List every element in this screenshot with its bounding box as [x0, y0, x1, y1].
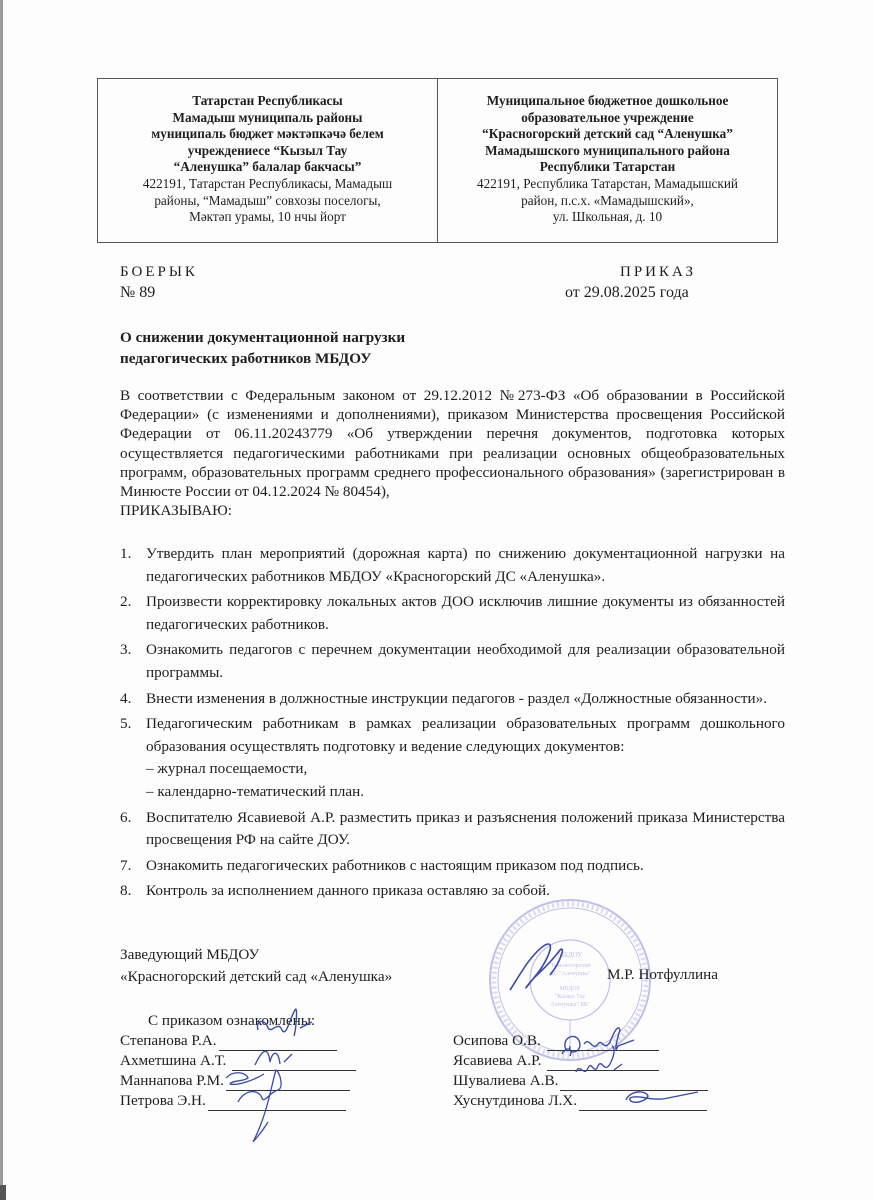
- signature-line: [560, 1075, 708, 1091]
- scan-edge-mark: [0, 1185, 6, 1200]
- acknowledgement-row: [120, 1071, 356, 1091]
- acknowledgement-row: [453, 1091, 708, 1111]
- item-number: 1.: [120, 545, 132, 562]
- employee-name: Шувалиева А.В.: [453, 1072, 559, 1089]
- head-position: Заведующий МБДОУ: [120, 946, 260, 963]
- item-text: Произвести корректировку локальных актов ДОО исключив лишние документы из обязанностей педагогических работников.: [146, 593, 785, 633]
- signature-line: [579, 1095, 707, 1111]
- letterhead-line: Татарстан Республикасы: [192, 93, 343, 108]
- subject-line: педагогических работников МБДОУ: [120, 350, 372, 367]
- letterhead-address: ул. Школьная, д. 10: [552, 209, 663, 225]
- employee-name: Петрова Э.Н.: [120, 1092, 206, 1109]
- employee-name: Маннапова Р.М.: [120, 1072, 224, 1089]
- order-item: [120, 688, 785, 711]
- signature-line: [547, 1055, 659, 1071]
- order-item: [120, 880, 785, 903]
- signature-line: [226, 1075, 350, 1091]
- item-text: Воспитателю Ясавиевой А.Р. разместить приказ и разъяснения положений приказа Министерства просвещения РФ на сайте ДОУ.: [146, 808, 785, 849]
- acknowledgement-list-right: [453, 1031, 708, 1111]
- order-subject: [120, 327, 405, 369]
- letterhead-line: Мамадышского муниципального района: [485, 142, 730, 158]
- subject-line: О снижении документационной нагрузки: [120, 329, 406, 346]
- signature-line: [547, 1035, 659, 1051]
- item-number: 3.: [120, 641, 132, 659]
- acknowledgement-row: [453, 1031, 708, 1051]
- letterhead-line: Республики Татарстан: [539, 159, 676, 175]
- stamp-text: Аленушка" ББ": [550, 1002, 590, 1008]
- command-word: ПРИКАЗЫВАЮ:: [120, 502, 232, 520]
- letterhead-address: 422191, Татарстан Республикасы, Мамадыш: [142, 175, 393, 191]
- item-subpoint: – календарно-тематический план.: [146, 782, 365, 800]
- head-name: М.Р. Нотфуллина: [607, 966, 718, 983]
- item-text: Педагогическим работникам в рамках реализации образовательных программ дошкольного образования осуществлять подготовку и ведение следующих документов:: [146, 715, 785, 755]
- letterhead-tatar: [98, 79, 438, 242]
- acknowledgement-row: [120, 1031, 356, 1051]
- letterhead-line: Мамадыш муниципаль районы: [172, 109, 363, 125]
- order-item: [120, 543, 785, 588]
- acknowledgement-row: [120, 1051, 356, 1071]
- order-item: [120, 855, 785, 878]
- signature-line: [232, 1055, 356, 1071]
- letterhead: [97, 78, 778, 243]
- letterhead-line: учреждениесе “Кызыл Тау: [187, 142, 348, 158]
- letterhead-line: образовательное учреждение: [521, 109, 694, 125]
- employee-name: Хуснутдинова Л.Х.: [453, 1092, 578, 1109]
- item-text: Утвердить план мероприятий (дорожная карта) по снижению документационной нагрузки на педагогических работников МБДОУ «Красногорский ДС «Аленушка».: [146, 545, 785, 585]
- order-items: [120, 543, 785, 906]
- item-text: Внести изменения в должностные инструкции педагогов - раздел «Должностные обязанности».: [146, 689, 768, 707]
- item-subpoint: – журнал посещаемости,: [146, 760, 308, 778]
- order-item: [120, 591, 785, 636]
- head-organization: «Красногорский детский сад «Аленушка»: [120, 968, 393, 985]
- signature-line: [219, 1035, 337, 1051]
- item-number: 4.: [120, 689, 132, 707]
- item-text: Ознакомить педагогов с перечнем документации необходимой для реализации образовательной программы.: [146, 641, 785, 681]
- employee-name: Ясавиева А.Р.: [453, 1052, 542, 1069]
- signoff-block: [120, 944, 392, 988]
- letterhead-line: муниципаль бюджет мәктәпкәчә белем: [151, 126, 384, 142]
- item-text: Контроль за исполнением данного приказа оставляю за собой.: [146, 882, 550, 900]
- item-number: 6.: [120, 808, 132, 826]
- item-number: 5.: [120, 715, 132, 733]
- stamp-text: ДС "Аленушка": [549, 971, 591, 977]
- item-number: 7.: [120, 856, 132, 874]
- preamble-text: В соответствии с Федеральным законом от 29.12.2012 №273-ФЗ «Об образовании в Российской Федерации» (с изменениями и дополнениями), приказом Министерства просвещения Российской Федерации от 06.11.20243779 «Об утверждении перечня документов, подготовка которых осуществляется педагогическими работниками при реализации основных общеобразовательных программ, образовательных программ среднего профессионального образования» (зарегистрирован в Минюсте России от 04.12.2024 № 80454),: [120, 387, 785, 501]
- letterhead-line: Муниципальное бюджетное дошкольное: [486, 93, 729, 108]
- acknowledgement-row: [120, 1091, 356, 1111]
- acknowledgement-list-left: [120, 1031, 356, 1111]
- letterhead-line: “Аленушка” балалар бакчасы”: [173, 159, 362, 175]
- letterhead-address: район, п.с.х. «Мамадышский»,: [521, 192, 694, 208]
- stamp-text: "Красногорский: [549, 963, 591, 969]
- order-date: от 29.08.2025 года: [565, 284, 689, 301]
- letterhead-address: районы, “Мамадыш” совхозы поселогы,: [154, 192, 381, 208]
- stamp-text: "Кызыл Тау: [554, 994, 586, 1000]
- order-number: № 89: [120, 284, 156, 301]
- letterhead-address: Мәктәп урамы, 10 нчы йорт: [189, 209, 346, 225]
- order-title-russian: ПРИКАЗ: [620, 264, 696, 280]
- order-item: [120, 639, 785, 684]
- stamp-text: МБДОУ: [559, 986, 581, 992]
- employee-name: Ахметшина А.Т.: [120, 1052, 227, 1069]
- order-item: [120, 807, 785, 852]
- scan-edge: [0, 0, 3, 1200]
- item-text: Ознакомить педагогических работников с настоящим приказом под подпись.: [146, 856, 644, 874]
- preamble: [120, 386, 785, 520]
- order-title-tatar: БОЕРЫК: [120, 264, 198, 280]
- acknowledgement-row: [453, 1051, 708, 1071]
- acknowledgement-row: [453, 1071, 708, 1091]
- item-number: 2.: [120, 593, 132, 611]
- employee-name: Осипова О.В.: [453, 1032, 541, 1049]
- item-number: 8.: [120, 882, 132, 900]
- order-item: [120, 713, 785, 803]
- employee-name: Степанова Р.А.: [120, 1032, 217, 1049]
- letterhead-russian: [438, 79, 777, 242]
- letterhead-line: “Красногорский детский сад “Аленушка”: [482, 126, 733, 142]
- letterhead-address: 422191, Республика Татарстан, Мамадышский: [477, 175, 738, 191]
- signature-line: [208, 1095, 346, 1111]
- stamp-text: МБДОУ: [557, 951, 583, 959]
- acknowledgement-title: С приказом ознакомлены:: [148, 1012, 316, 1029]
